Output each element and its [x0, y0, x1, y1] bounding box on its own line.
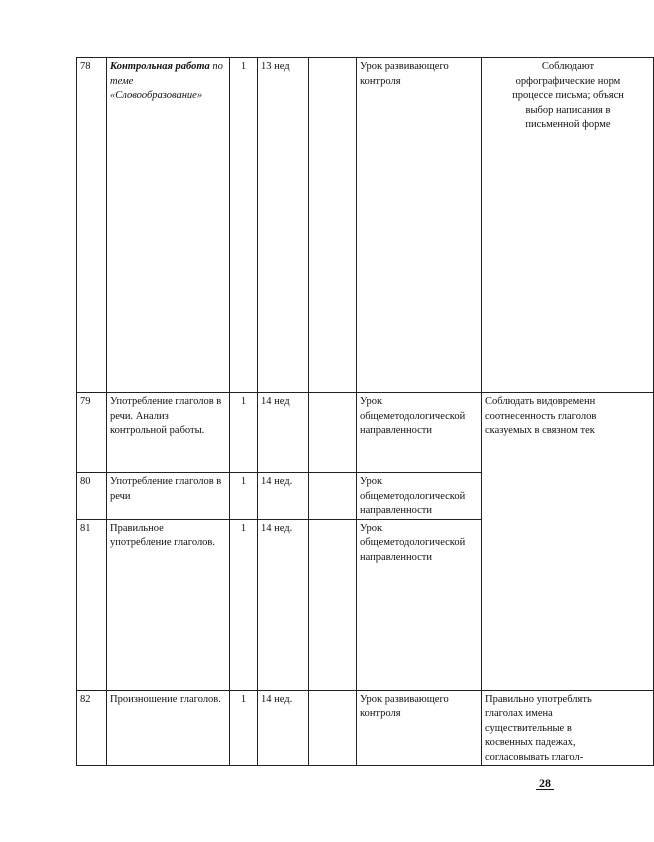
result-line: выбор написания в	[525, 104, 611, 116]
lesson-hours: 1	[230, 393, 258, 473]
lesson-number: 79	[77, 393, 107, 473]
lesson-topic: Правильное употребление глаголов.	[107, 519, 230, 690]
lesson-plan-table	[76, 57, 654, 766]
result-line: письменной форме	[525, 119, 611, 130]
lesson-result	[482, 393, 654, 691]
lesson-type: Урок общеметодологической направленности	[357, 473, 482, 520]
lesson-fact-date	[309, 393, 357, 473]
result-line: Соблюдают	[541, 61, 595, 72]
lesson-fact-date	[309, 58, 357, 393]
lesson-hours: 1	[230, 690, 258, 766]
lesson-week: 14 нед.	[258, 473, 309, 520]
table-row	[77, 58, 654, 393]
lesson-topic: Употребление глаголов в речи	[107, 473, 230, 520]
lesson-fact-date	[309, 690, 357, 766]
result-line: орфографические норм	[515, 75, 621, 87]
lesson-hours: 1	[230, 519, 258, 690]
result-line: Соблюдать видовременн	[485, 396, 596, 407]
table-row	[77, 690, 654, 766]
lesson-number: 82	[77, 690, 107, 766]
lesson-topic-bold: Контрольная работа	[110, 61, 210, 72]
lesson-plan-sheet	[76, 57, 624, 770]
lesson-result	[482, 58, 654, 393]
lesson-topic	[107, 58, 230, 393]
result-line: сказуемых в связном тек	[485, 425, 595, 436]
lesson-hours: 1	[230, 473, 258, 520]
lesson-fact-date	[309, 519, 357, 690]
lesson-week: 14 нед.	[258, 690, 309, 766]
lesson-topic: Употребление глаголов в речи. Анализ контрольной работы.	[107, 393, 230, 473]
result-line: процессе письма; объясн	[512, 90, 624, 101]
table-row	[77, 393, 654, 473]
lesson-week: 14 нед	[258, 393, 309, 473]
lesson-topic: Произношение глаголов.	[107, 690, 230, 766]
lesson-type: Урок общеметодологической направленности	[357, 519, 482, 690]
lesson-fact-date	[309, 473, 357, 520]
lesson-type: Урок общеметодологической направленности	[357, 393, 482, 473]
page-number: 28	[530, 776, 560, 791]
lesson-type: Урок развивающего контроля	[357, 58, 482, 393]
result-text: Правильно употреблять глаголах имена существительные в косвенных падежах, согласовывать глагол-	[485, 693, 592, 763]
lesson-week: 14 нед.	[258, 519, 309, 690]
lesson-topic-italic: по теме «Словообразование»	[110, 61, 223, 101]
lesson-hours: 1	[230, 58, 258, 393]
lesson-number: 80	[77, 473, 107, 520]
lesson-type: Урок развивающего контроля	[357, 690, 482, 766]
lesson-week: 13 нед	[258, 58, 309, 393]
lesson-number: 81	[77, 519, 107, 690]
result-line: соотнесенность глаголов	[485, 410, 597, 422]
lesson-number: 78	[77, 58, 107, 393]
lesson-result	[482, 690, 654, 766]
